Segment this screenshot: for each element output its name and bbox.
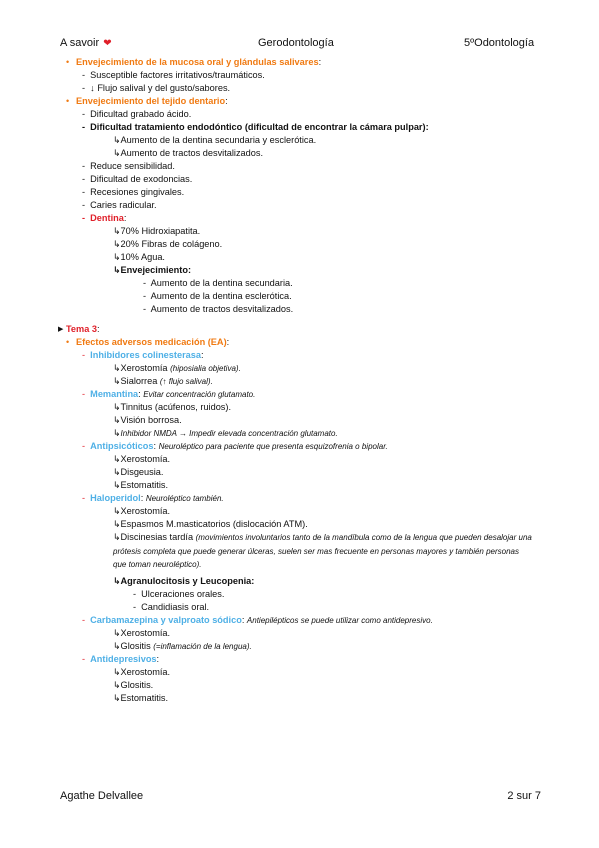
- list-item-antipsicoticos: - Antipsicóticos: Neuroléptico para paciente que presenta esquizofrenia o bipolar.: [82, 441, 388, 451]
- list-item: - Dificultad de exodoncias.: [82, 174, 193, 184]
- header-right: 5ºOdontología: [464, 37, 535, 49]
- sub-item: ↳70% Hidroxiapatita.: [113, 226, 201, 237]
- header-left-text: A savoir: [60, 37, 100, 49]
- list-item: - Candidiasis oral.: [133, 602, 210, 612]
- sub-item: ↳Agranulocitosis y Leucopenia:: [113, 576, 255, 587]
- sub-item: ↳Aumento de la dentina secundaria y esclerótica.: [113, 135, 317, 146]
- heart-icon: ❤: [103, 38, 112, 49]
- bullet-icon: •: [66, 96, 70, 106]
- list-item: - Dificultad grabado ácido.: [82, 109, 192, 119]
- sub-item: ↳10% Agua.: [113, 252, 165, 263]
- list-item-haloperidol: - Haloperidol: Neuroléptico también.: [82, 493, 224, 503]
- footer-page-number: 2 sur 7: [507, 790, 541, 802]
- triangle-icon: ▶: [58, 326, 64, 333]
- list-item-inhibidores: - Inhibidores colinesterasa:: [82, 350, 204, 360]
- sub-item: ↳Estomatitis.: [113, 693, 169, 704]
- list-item: - Caries radicular.: [82, 200, 157, 210]
- list-item-memantina: - Memantina: Evitar concentración glutamato.: [82, 389, 256, 399]
- sub-item: ↳Sialorrea (↑ flujo salival).: [113, 376, 213, 387]
- list-item: - ↓ Flujo salival y del gusto/sabores.: [82, 83, 231, 93]
- list-item: - Susceptible factores irritativos/traumáticos.: [82, 70, 265, 80]
- section-tejido: Envejecimiento del tejido dentario:: [76, 96, 228, 106]
- header-center: Gerodontología: [258, 37, 334, 49]
- section-mucosa: Envejecimiento de la mucosa oral y glándulas salivares:: [76, 57, 322, 67]
- sub-item: ↳Xerostomía.: [113, 454, 171, 465]
- list-item: - Aumento de tractos desvitalizados.: [143, 304, 294, 314]
- sub-item: ↳Xerostomía.: [113, 667, 171, 678]
- sub-item: ↳Xerostomía.: [113, 506, 171, 517]
- footer-author: Agathe Delvallee: [60, 790, 144, 802]
- list-item: - Reduce sensibilidad.: [82, 161, 175, 171]
- list-item: - Aumento de la dentina esclerótica.: [143, 291, 292, 301]
- sub-item: ↳Aumento de tractos desvitalizados.: [113, 148, 264, 159]
- list-item-antidepresivos: - Antidepresivos:: [82, 654, 160, 664]
- list-item: - Recesiones gingivales.: [82, 187, 185, 197]
- section-ea: Efectos adversos medicación (EA):: [76, 337, 230, 347]
- list-item: - Ulceraciones orales.: [133, 589, 225, 599]
- sub-item: ↳Tinnitus (acúfenos, ruidos).: [113, 402, 232, 413]
- sub-item: ↳Espasmos M.masticatorios (dislocación ATM).: [113, 519, 308, 530]
- sub-item: ↳Estomatitis.: [113, 480, 169, 491]
- sub-item: ↳Discinesias tardía (movimientos involuntarios tanto de la mandíbula como de la lengua que pueden desalojar una prótesis completa que puede generar úlceras, suelen ser mas frecuente en personas mayores y también personas que toman neuroléptico).: [113, 532, 532, 569]
- header-left: [60, 37, 112, 49]
- sub-item: ↳Inhibidor NMDA → Impedir elevada concentración glutamato.: [113, 429, 338, 439]
- bullet-icon: •: [66, 57, 70, 67]
- sub-item: ↳Glositis.: [113, 680, 154, 691]
- sub-item: ↳20% Fibras de colágeno.: [113, 239, 223, 250]
- sub-item: ↳Disgeusia.: [113, 467, 164, 478]
- bullet-icon: •: [66, 337, 70, 347]
- sub-item: ↳Xerostomía.: [113, 628, 171, 639]
- sub-item: ↳Xerostomía (hiposialia objetiva).: [113, 363, 241, 374]
- list-item: - Aumento de la dentina secundaria.: [143, 278, 293, 288]
- list-item: - Dificultad tratamiento endodóntico (dificultad de encontrar la cámara pulpar):: [82, 122, 429, 132]
- list-item-carbamazepina: - Carbamazepina y valproato sódico: Antiepilépticos se puede utilizar como antidepresivo.: [82, 615, 433, 625]
- tema-title: Tema 3:: [66, 324, 100, 334]
- sub-item: ↳Envejecimiento:: [113, 265, 192, 276]
- sub-item: ↳Glositis (=inflamación de la lengua).: [113, 641, 252, 652]
- list-item-dentina: - Dentina:: [82, 213, 127, 223]
- sub-item: ↳Visión borrosa.: [113, 415, 182, 426]
